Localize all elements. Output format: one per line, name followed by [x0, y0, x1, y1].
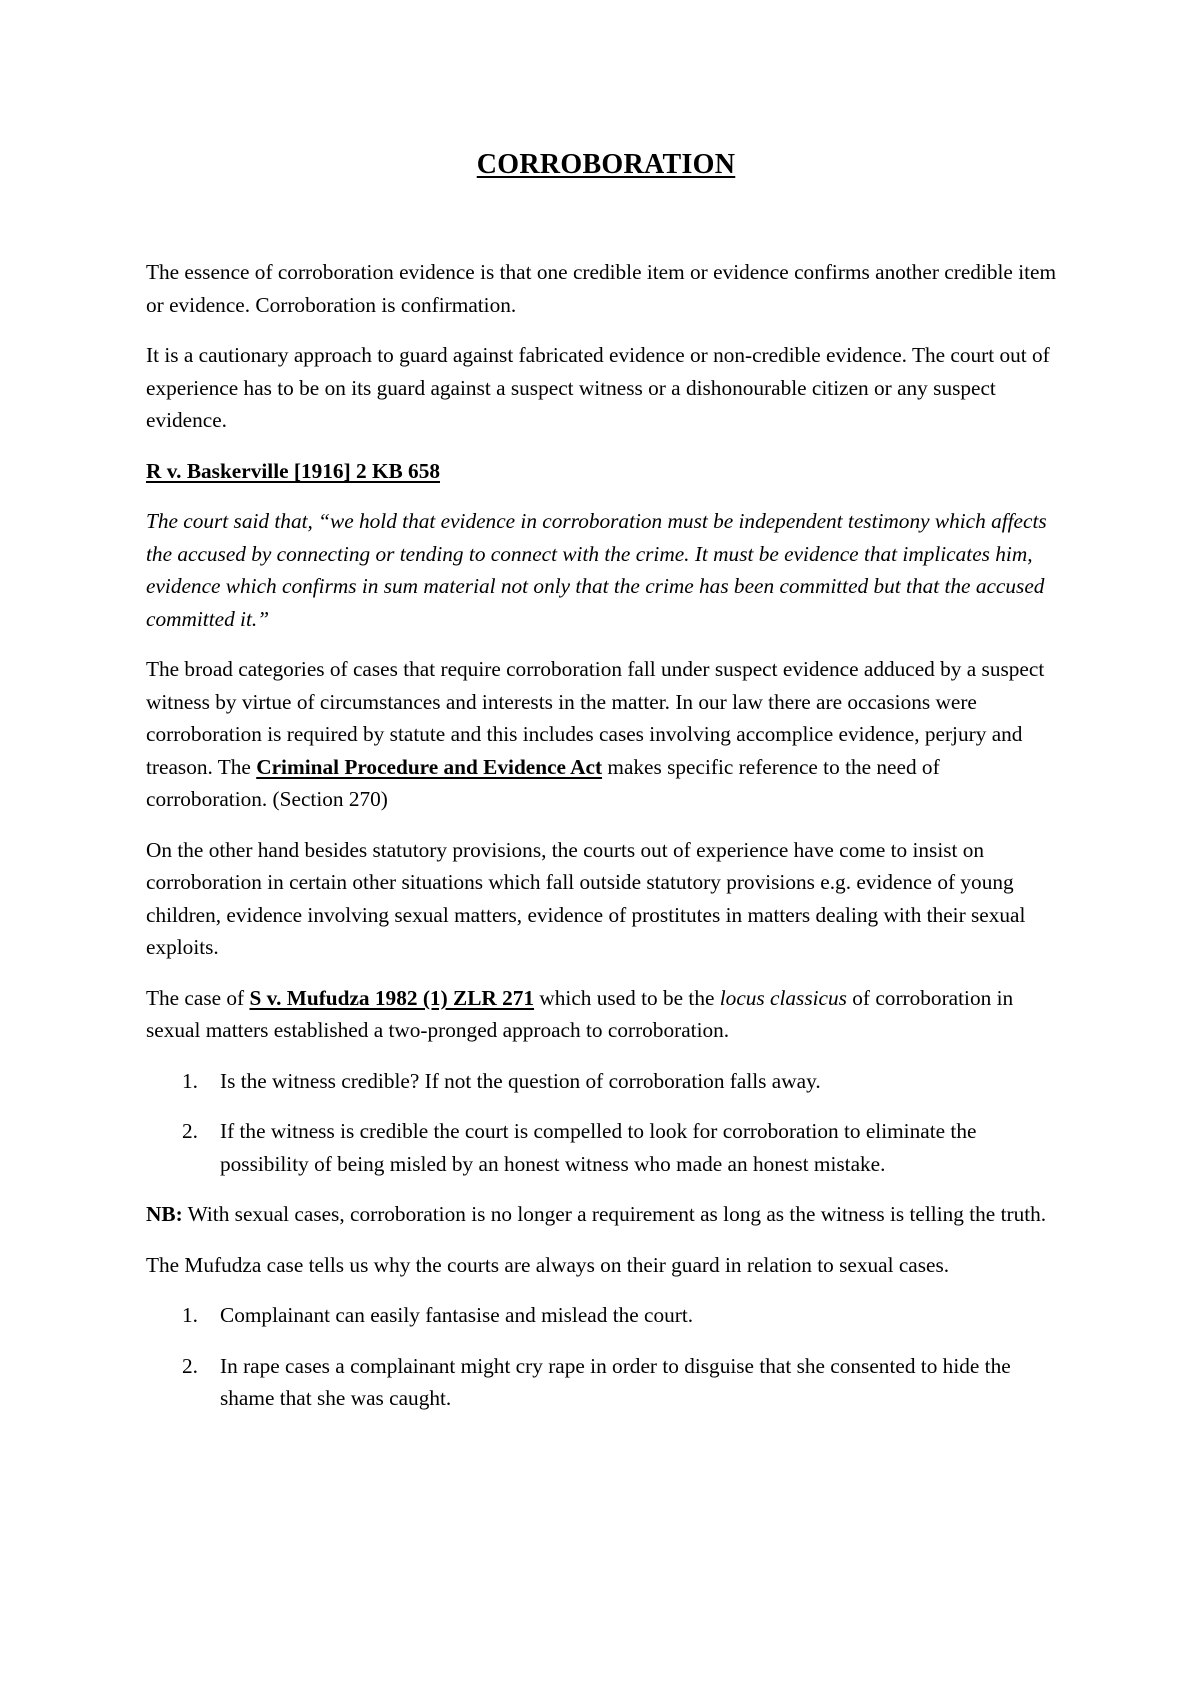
list-item: [146, 1350, 1066, 1415]
paragraph-categories: [146, 653, 1066, 816]
paragraph-categories-tail: makes specific reference to the need of corroboration. (Section 270): [146, 754, 940, 811]
list-item: [146, 1065, 1066, 1098]
paragraph-mufudza-guard: The Mufudza case tells us why the courts are always on their guard in relation to sexual cases.: [146, 1252, 950, 1277]
approach-list: [146, 1065, 1066, 1181]
case-reference-mufudza: S v. Mufudza 1982 (1) ZLR 271: [249, 985, 535, 1010]
list-item-number: 2.: [182, 1119, 198, 1143]
nb-label: NB:: [146, 1202, 183, 1226]
document-page: [146, 148, 1066, 1433]
list-item-number: 1.: [182, 1303, 198, 1327]
paragraph-essence: The essence of corroboration evidence is that one credible item or evidence confirms another credible item or evidence. Corroboration is confirmation.: [146, 260, 1057, 317]
reasons-list: [146, 1299, 1066, 1415]
list-item-number: 1.: [182, 1068, 198, 1093]
quote-baskerville: The court said that, “we hold that evidence in corroboration must be independent testimony which affects the accused by connecting or tending to connect with the crime. It must be evidence that implicates him, evidence which confirms in sum material not only that the crime has been committed but that the accused committed it.”: [146, 509, 1047, 631]
document-title: CORROBORATION: [476, 149, 736, 180]
paragraph-other-situations: On the other hand besides statutory provisions, the courts out of experience have come to insist on corroboration in certain other situations which fall outside statutory provisions e.g. evidence of young children, evidence involving sexual matters, evidence of prostitutes in matters dealing with their sexual exploits.: [146, 837, 1026, 959]
list-item: [146, 1299, 1066, 1332]
nb-text: With sexual cases, corroboration is no longer a requirement as long as the witness is telling the truth.: [182, 1202, 1047, 1226]
paragraph-mufudza-middle: which used to be the: [534, 985, 720, 1010]
paragraph-mufudza-lead: The case of: [146, 985, 250, 1010]
paragraph-nb: [146, 1198, 1066, 1231]
list-item-text: In rape cases a complainant might cry rape in order to disguise that she consented to hide the shame that she was caught.: [220, 1353, 1011, 1410]
act-reference: Criminal Procedure and Evidence Act: [256, 754, 603, 779]
latin-term: locus classicus: [719, 985, 847, 1010]
paragraph-cautionary: It is a cautionary approach to guard against fabricated evidence or non-credible evidence. The court out of experience has to be on its guard against a suspect witness or a dishonourable citizen or any suspect evidence.: [146, 343, 1050, 432]
list-item: [146, 1115, 1066, 1180]
case-heading-baskerville: R v. Baskerville [1916] 2 KB 658: [146, 458, 441, 483]
paragraph-mufudza-tail: of corroboration in sexual matters established a two-pronged approach to corroboration.: [146, 985, 1014, 1042]
list-item-text: Complainant can easily fantasise and mislead the court.: [220, 1303, 694, 1327]
list-item-number: 2.: [182, 1353, 198, 1378]
list-item-text: Is the witness credible? If not the question of corroboration falls away.: [220, 1068, 821, 1093]
paragraph-mufudza: [146, 982, 1066, 1047]
paragraph-categories-text: The broad categories of cases that require corroboration fall under suspect evidence adduced by a suspect witness by virtue of circumstances and interests in the matter. In our law there are occasions were corroboration is required by statute and this includes cases involving accomplice evidence, perjury and treason. The: [146, 657, 1045, 779]
list-item-text: If the witness is credible the court is compelled to look for corroboration to eliminate the possibility of being misled by an honest witness who made an honest mistake.: [220, 1119, 977, 1176]
